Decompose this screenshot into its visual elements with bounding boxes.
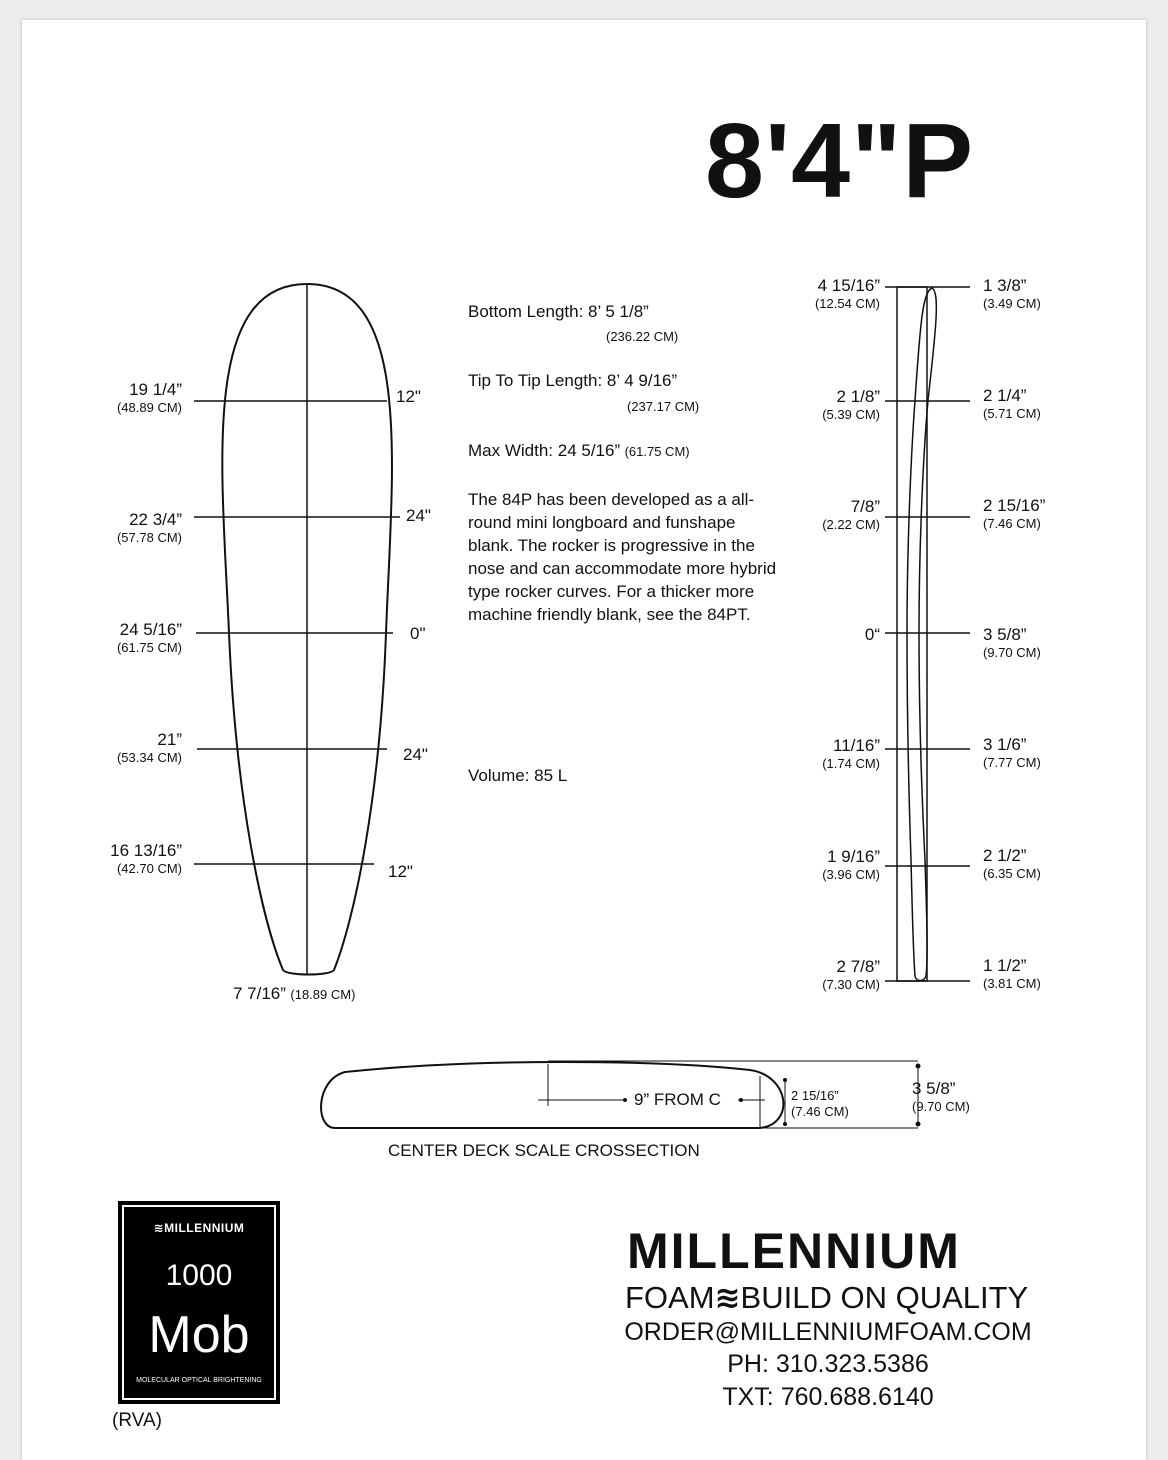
rocker-right-label: 2 1/4” (5.71 CM)	[983, 386, 1041, 421]
tip-to-tip-length: Tip To Tip Length: 8’ 4 9/16”	[468, 371, 678, 390]
bottom-length: Bottom Length: 8’ 5 1/8”	[468, 302, 649, 321]
dimension-dot	[916, 1064, 921, 1069]
rocker-profile	[907, 288, 936, 981]
mob-badge	[118, 1201, 280, 1404]
tail-width-label: 7 7/16” (18.89 CM)	[233, 984, 356, 1003]
center-thickness-label: 3 5/8” (9.70 CM)	[912, 1079, 970, 1114]
dimension-dot	[739, 1098, 743, 1102]
tip-to-tip-cm: (237.17 CM)	[627, 399, 700, 414]
wave-icon: ≋	[153, 1221, 165, 1235]
outline-station-label: 24"	[403, 745, 428, 764]
rocker-right-label: 2 1/2” (6.35 CM)	[983, 846, 1041, 881]
brand-name: MILLENNIUM	[627, 1223, 961, 1279]
dimension-dot	[916, 1122, 921, 1127]
rocker-left-label: 11/16” (1.74 CM)	[822, 736, 880, 771]
wave-icon: ≋	[714, 1280, 741, 1315]
outline-width-label: 22 3/4” (57.78 CM)	[116, 510, 182, 545]
rocker-right-label: 1 3/8” (3.49 CM)	[983, 276, 1041, 311]
rocker-right-label: 2 15/16” (7.46 CM)	[983, 496, 1046, 531]
rocker-right-label: 3 5/8” (9.70 CM)	[983, 625, 1041, 660]
dimension-dot	[783, 1122, 787, 1126]
mob-subtitle: MOLECULAR OPTICAL BRIGHTENING	[136, 1377, 262, 1384]
outline-width-label: 16 13/16” (42.70 CM)	[110, 841, 182, 876]
mob-number: 1000	[165, 1259, 233, 1292]
dimension-dot	[783, 1078, 787, 1082]
rocker-left-label: 7/8” (2.22 CM)	[822, 497, 880, 532]
brand-tagline: FOAM≋BUILD ON QUALITY	[625, 1280, 1029, 1315]
outline-width-label: 24 5/16” (61.75 CM)	[116, 620, 182, 655]
mob-brand: ≋MILLENNIUM	[153, 1221, 245, 1235]
outline-station-label: 0"	[410, 624, 426, 643]
rocker-left-label: 4 15/16” (12.54 CM)	[814, 276, 880, 311]
outline-station-label: 24"	[406, 506, 431, 525]
mob-word: Mob	[148, 1306, 250, 1364]
outline-width-label: 19 1/4” (48.89 CM)	[116, 380, 182, 415]
contact-email: ORDER@MILLENNIUMFOAM.COM	[624, 1318, 1032, 1346]
dimension-dot	[623, 1098, 627, 1102]
rocker-left-label: 1 9/16” (3.96 CM)	[822, 847, 880, 882]
outline-width-label: 21” (53.34 CM)	[116, 730, 182, 765]
rocker-right-label: 1 1/2” (3.81 CM)	[983, 956, 1041, 991]
rocker-left-label: 0“	[864, 625, 880, 644]
rocker-right-label: 3 1/6” (7.77 CM)	[983, 735, 1041, 770]
outline-station-label: 12"	[396, 387, 421, 406]
max-width: Max Width: 24 5/16” (61.75 CM)	[468, 441, 690, 460]
bottom-length-cm: (236.22 CM)	[606, 329, 679, 344]
outline-station-label: 12"	[388, 862, 413, 881]
rocker-left-label: 2 1/8” (5.39 CM)	[822, 387, 880, 422]
rail-thickness-label: 2 15/16” (7.46 CM)	[791, 1088, 849, 1119]
rocker-left-label: 2 7/8” (7.30 CM)	[822, 957, 880, 992]
from-center-label: 9” FROM C	[634, 1090, 721, 1109]
contact-phone: PH: 310.323.5386	[727, 1350, 929, 1378]
model-title: 8'4"P	[705, 102, 975, 220]
rva-label: (RVA)	[112, 1410, 162, 1431]
contact-text: TXT: 760.688.6140	[722, 1383, 934, 1411]
volume: Volume: 85 L	[468, 766, 568, 785]
description: The 84P has been developed as a all-round mini longboard and funshape blank. The rocker is progressive in the nose and can accommodate more hybrid type rocker curves. For a thicker more machine friendly blank, see the 84PT.	[468, 490, 777, 624]
crosssection-caption: CENTER DECK SCALE CROSSECTION	[388, 1141, 700, 1160]
